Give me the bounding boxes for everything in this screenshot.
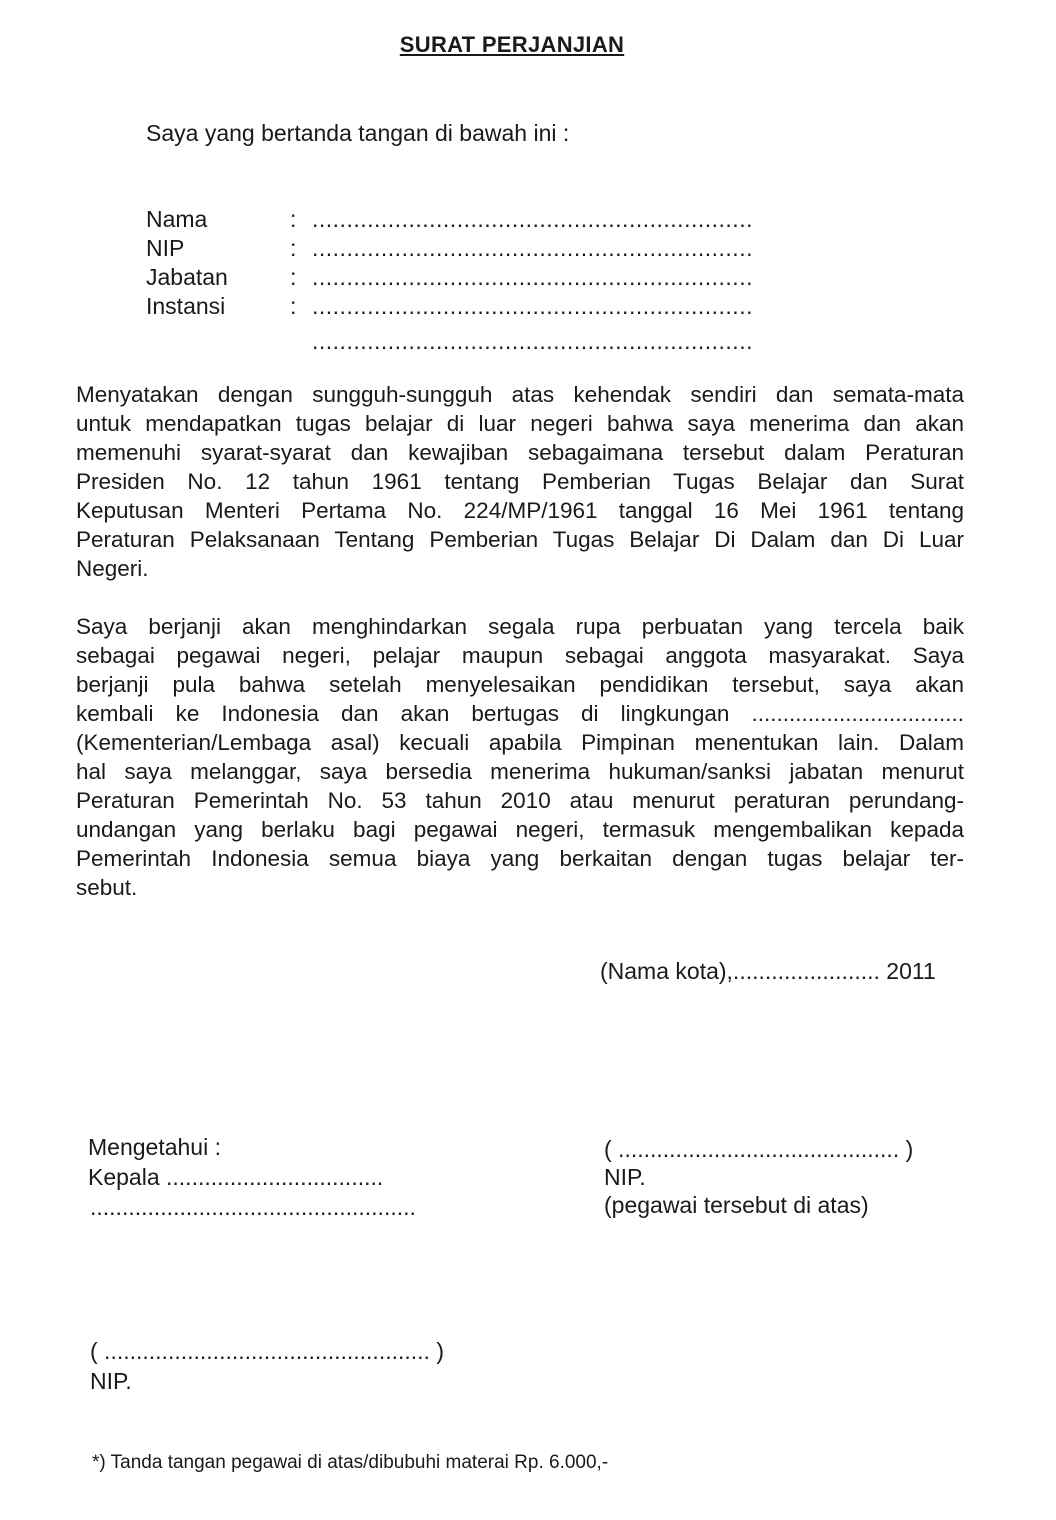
paragraph-line: memenuhi syarat-syarat dan kewajiban sebagaimana tersebut dalam Peraturan [76, 440, 964, 465]
kepala-line: Kepala .................................. [88, 1164, 384, 1190]
paragraph-line: Presiden No. 12 tahun 1961 tentang Pemberian Tugas Belajar dan Surat [76, 469, 964, 494]
paragraph-line: Menyatakan dengan sungguh-sungguh atas kehendak sendiri dan semata-mata [76, 382, 964, 407]
field-label-nama: Nama [146, 206, 208, 232]
mengetahui-label: Mengetahui : [88, 1134, 221, 1160]
employee-note: (pegawai tersebut di atas) [604, 1192, 869, 1218]
paragraph-line: kembali ke Indonesia dan akan bertugas di lingkungan .................................. [76, 701, 964, 726]
paragraph-line: undangan yang berlaku bagi pegawai negeri, termasuk mengembalikan kepada [76, 817, 964, 842]
head-nip: NIP. [90, 1368, 132, 1394]
head-name-blank: ( ................................................... ) [90, 1338, 444, 1364]
promise-paragraph [76, 612, 964, 902]
statement-paragraph [76, 380, 964, 583]
employee-nip: NIP. [604, 1164, 646, 1190]
footnote: *) Tanda tangan pegawai di atas/dibubuhi materai Rp. 6.000,- [92, 1452, 609, 1473]
field-blank-instansi: ................................................................ [312, 293, 753, 319]
place-date: (Nama kota),....................... 2011 [600, 958, 936, 984]
intro-text: Saya yang bertanda tangan di bawah ini : [146, 120, 570, 146]
paragraph-line: untuk mendapatkan tugas belajar di luar negeri bahwa saya menerima dan akan [76, 411, 964, 436]
field-colon: : [290, 264, 297, 290]
paragraph-line: Pemerintah Indonesia semua biaya yang berkaitan dengan tugas belajar ter- [76, 846, 964, 871]
paragraph-line: sebagai pegawai negeri, pelajar maupun sebagai anggota masyarakat. Saya [76, 643, 964, 668]
field-blank-extra: ................................................................ [312, 328, 753, 354]
field-blank-jabatan: ................................................................ [312, 264, 753, 290]
field-label-nip: NIP [146, 235, 185, 261]
paragraph-line: (Kementerian/Lembaga asal) kecuali apabila Pimpinan menentukan lain. Dalam [76, 730, 964, 755]
field-label-jabatan: Jabatan [146, 264, 228, 290]
field-blank-nama: ................................................................ [312, 206, 753, 232]
field-label-instansi: Instansi [146, 293, 226, 319]
paragraph-line: berjanji pula bahwa setelah menyelesaikan pendidikan tersebut, saya akan [76, 672, 964, 697]
paragraph-line: Saya berjanji akan menghindarkan segala rupa perbuatan yang tercela baik [76, 614, 964, 639]
field-colon: : [290, 206, 297, 232]
field-colon: : [290, 235, 297, 261]
paragraph-line: hal saya melanggar, saya bersedia menerima hukuman/sanksi jabatan menurut [76, 759, 964, 784]
paragraph-line: Peraturan Pemerintah No. 53 tahun 2010 atau menurut peraturan perundang- [76, 788, 964, 813]
kepala-dots: ................................................... [90, 1194, 416, 1220]
document-title: SURAT PERJANJIAN [399, 32, 625, 57]
paragraph-line: Peraturan Pelaksanaan Tentang Pemberian Tugas Belajar Di Dalam dan Di Luar [76, 527, 964, 552]
paragraph-line: Negeri. [76, 556, 149, 581]
field-colon: : [290, 293, 297, 319]
employee-name-blank: ( ............................................ ) [604, 1136, 914, 1162]
paragraph-line: Keputusan Menteri Pertama No. 224/MP/1961 tanggal 16 Mei 1961 tentang [76, 498, 964, 523]
field-blank-nip: ................................................................ [312, 235, 753, 261]
paragraph-line: sebut. [76, 875, 138, 900]
